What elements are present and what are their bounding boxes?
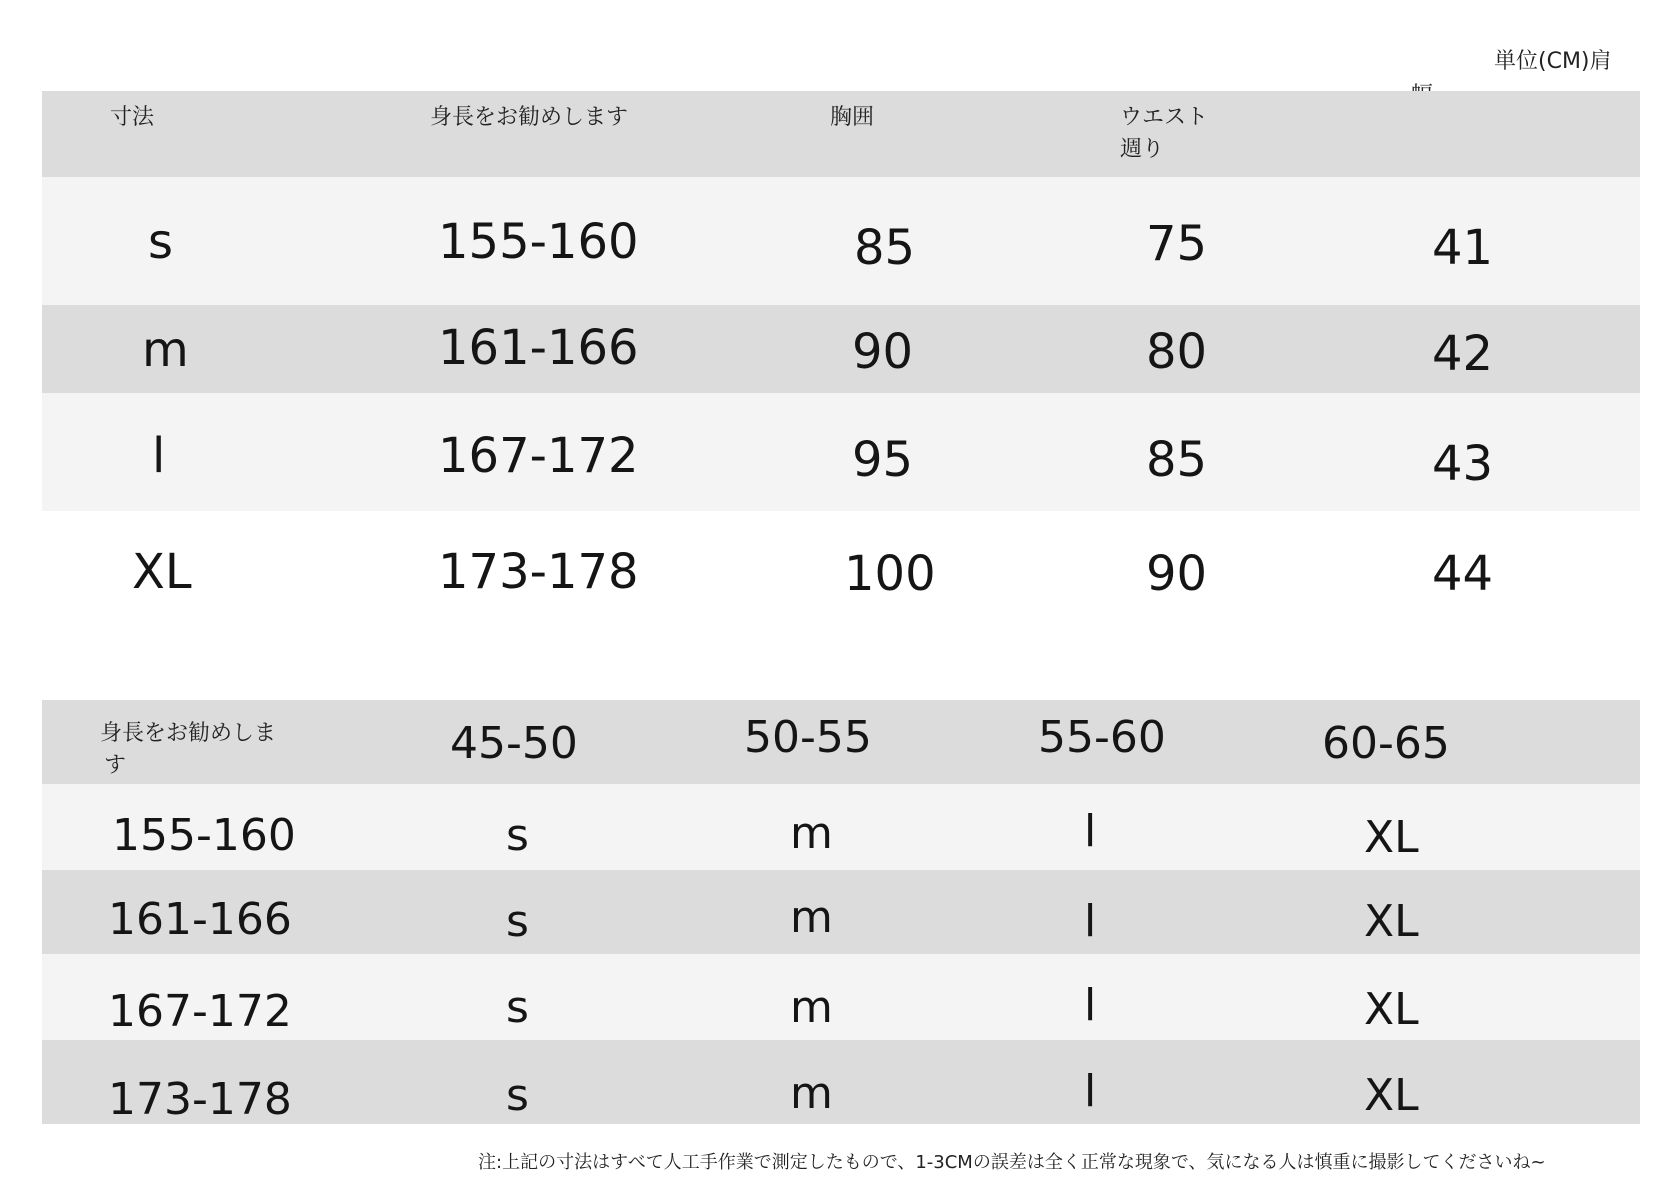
size-table-row [42, 305, 1640, 393]
cell-shoulder: 43 [1432, 436, 1494, 492]
header-recommended-height: 身長をお勧めしま [100, 721, 277, 746]
table-cell: XL [1364, 896, 1419, 947]
header-size: 寸法 [110, 105, 155, 130]
cell-waist: 90 [1146, 546, 1208, 602]
cell-height: 161-166 [438, 320, 639, 376]
row-height: 173-178 [108, 1074, 292, 1125]
table-cell: s [506, 896, 529, 947]
header-weight: 45-50 [450, 718, 578, 769]
cell-size: l [152, 428, 166, 484]
row-height: 161-166 [108, 894, 292, 945]
cell-chest: 100 [844, 546, 936, 602]
table-cell: l [1084, 806, 1097, 857]
cell-size: s [148, 214, 174, 270]
cell-waist: 85 [1146, 432, 1208, 488]
header-waist: ウエスト [1120, 105, 1209, 130]
cell-chest: 90 [852, 324, 914, 380]
cell-waist: 80 [1146, 324, 1208, 380]
header-recommended-height: 身長をお勧めします [430, 105, 629, 130]
unit-label: 単位(CM)肩 [1494, 49, 1612, 74]
cell-shoulder: 42 [1432, 326, 1494, 382]
table-cell: XL [1364, 1070, 1419, 1121]
cell-height: 173-178 [438, 544, 639, 600]
table-cell: m [790, 1068, 833, 1119]
table-cell: s [506, 982, 529, 1033]
header-weight: 50-55 [744, 712, 872, 763]
size-table-row [42, 177, 1640, 305]
header-recommended-height-line2: す [104, 753, 127, 778]
header-waist-line2: 週り [1120, 137, 1165, 162]
header-chest: 胸囲 [830, 105, 875, 130]
cell-waist: 75 [1146, 216, 1208, 272]
table-cell: XL [1364, 812, 1419, 863]
table-cell: m [790, 982, 833, 1033]
measurement-note: 注:上記の寸法はすべて人工手作業で測定したもので、1-3CMの誤差は全く正常な現象で、気になる人は慎重に撮影してくださいね~ [478, 1152, 1546, 1173]
table-cell: l [1084, 1066, 1097, 1117]
header-weight: 60-65 [1322, 718, 1450, 769]
cell-chest: 95 [852, 432, 914, 488]
table-cell: XL [1364, 984, 1419, 1035]
row-height: 167-172 [108, 986, 292, 1037]
table-cell: m [790, 892, 833, 943]
cell-shoulder: 44 [1432, 546, 1494, 602]
table-cell: l [1084, 896, 1097, 947]
cell-chest: 85 [854, 220, 916, 276]
size-table-row [42, 511, 1640, 631]
cell-height: 167-172 [438, 428, 639, 484]
table-cell: m [790, 808, 833, 859]
table-cell: l [1084, 980, 1097, 1031]
table-cell: s [506, 1070, 529, 1121]
cell-height: 155-160 [438, 214, 639, 270]
cell-shoulder: 41 [1432, 220, 1494, 276]
table-cell: s [506, 810, 529, 861]
size-table-row [42, 393, 1640, 511]
header-weight: 55-60 [1038, 712, 1166, 763]
cell-size: m [142, 322, 189, 378]
cell-size: XL [132, 544, 192, 600]
row-height: 155-160 [112, 810, 296, 861]
